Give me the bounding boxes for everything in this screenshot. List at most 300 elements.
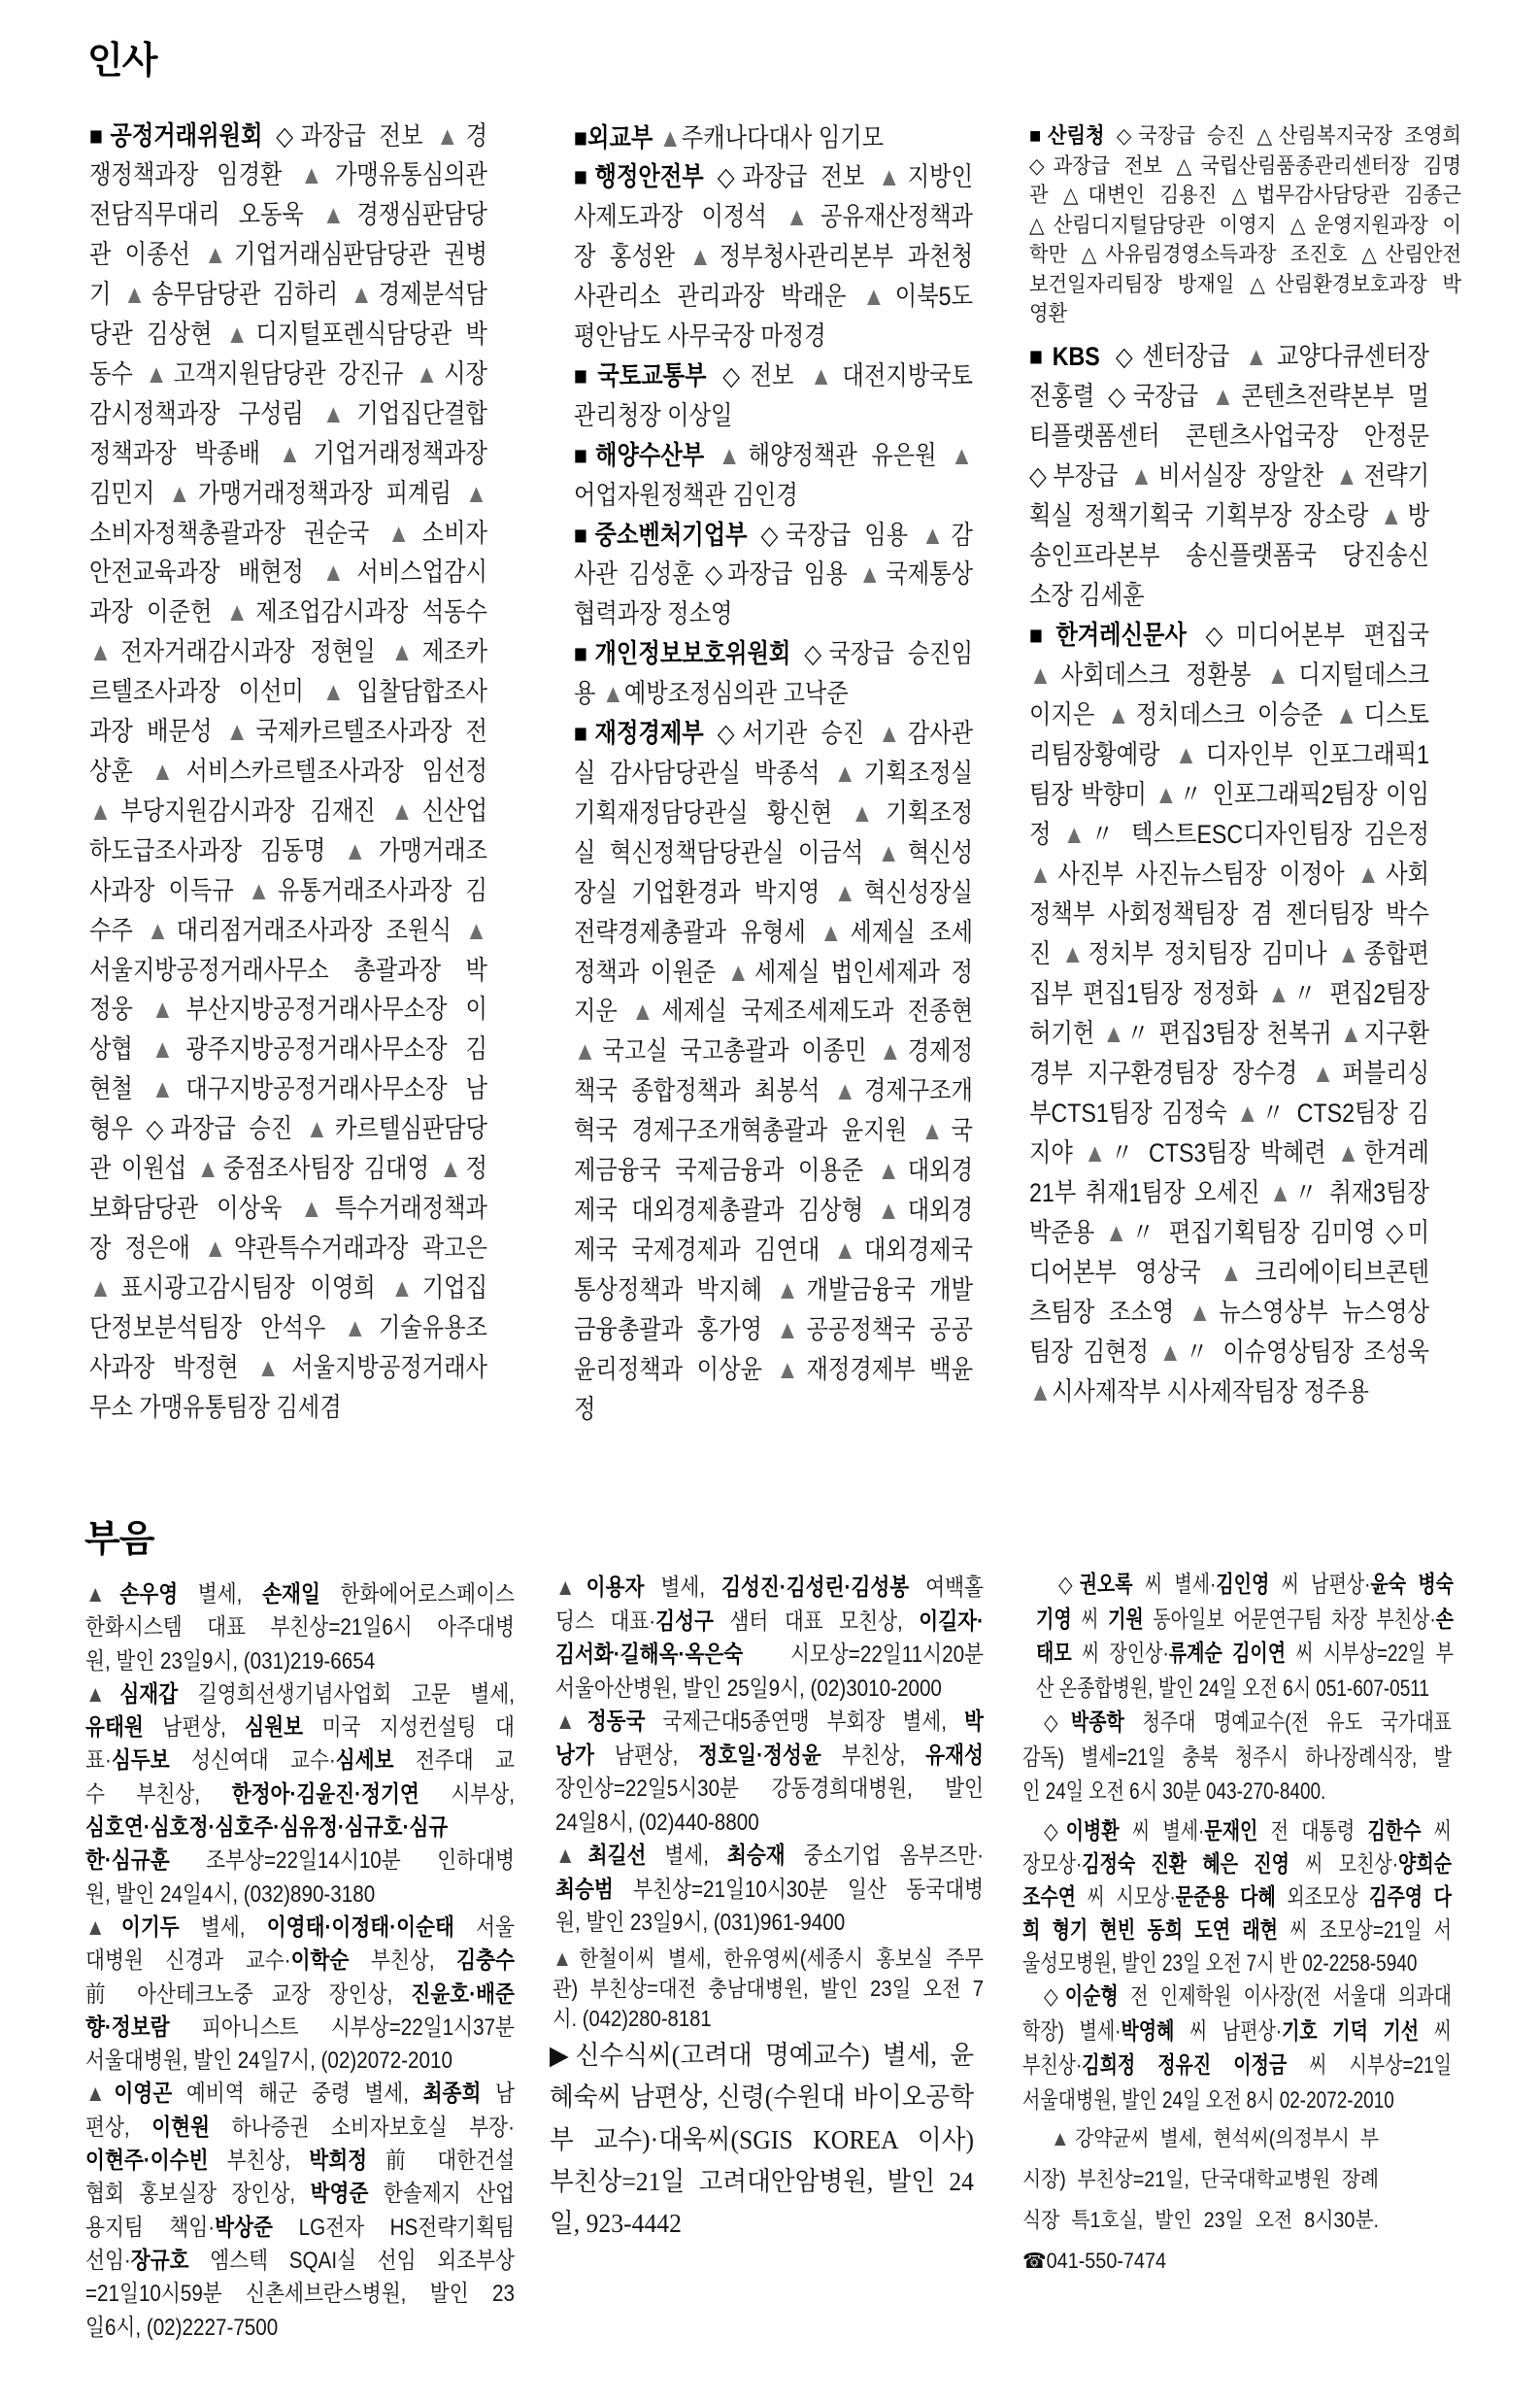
obituary-entry xyxy=(1036,1568,1454,1706)
body-text: 국제통상 xyxy=(886,559,974,590)
body-text: 디지털포렌식담당관 박 xyxy=(255,320,487,350)
text-line xyxy=(89,1269,487,1308)
body-text: 한겨레 xyxy=(1363,1137,1429,1168)
body-text: 츠팀장 조소영 xyxy=(1029,1297,1189,1327)
body-text: 공유재산정책과 xyxy=(820,202,973,232)
filled-triangle-bullet-icon: ▲ xyxy=(1380,500,1408,530)
body-text xyxy=(704,162,718,191)
text-line xyxy=(89,355,487,394)
body-text: 부CTS1팀장 김정숙 xyxy=(1029,1098,1237,1128)
body-text: 법무감사담당관 김종근 xyxy=(1256,183,1462,207)
filled-triangle-bullet-icon: ▲ xyxy=(552,1946,580,1971)
body-text: 산림안전 xyxy=(1385,242,1462,266)
body-text: 콘텐츠전략본부 멀 xyxy=(1241,381,1429,411)
body-text: 세제실 조세 xyxy=(850,917,974,947)
body-text: 수주 xyxy=(89,915,147,945)
body-text: 시장) 부친상=21일, 단국대학교병원 장례 xyxy=(1022,2167,1379,2191)
text-line xyxy=(85,1845,515,1878)
body-text: 한화시스템 대표 부친상=21일6시 아주대병 xyxy=(85,1614,515,1641)
body-text: 동수 xyxy=(89,358,146,389)
body-text: 형우 xyxy=(89,1114,147,1144)
filled-triangle-bullet-icon: ▲ xyxy=(833,1076,864,1106)
text-line xyxy=(574,197,973,237)
body-text: 표시광고감시팀장 이영희 xyxy=(120,1272,391,1303)
body-text: 정 xyxy=(1029,819,1063,849)
body-text: 국고실 국고총괄과 이종민 xyxy=(602,1036,880,1066)
text-line xyxy=(1029,576,1429,616)
body-text: 장인상=22일5시30분 강동경희대병원, 발인 xyxy=(555,1776,984,1802)
text-line xyxy=(89,1388,487,1428)
text-line xyxy=(89,117,487,156)
body-text: 보건일자리팀장 방재일 xyxy=(1029,271,1251,296)
body-text: 동아일보 어문연구팀 차장 부친상· xyxy=(1143,1606,1436,1633)
text-line xyxy=(1029,934,1429,974)
body-text: 부 교수)·대욱씨(SGIS KOREA 이사) xyxy=(550,2124,974,2154)
text-line xyxy=(1029,240,1461,270)
filled-triangle-bullet-icon: ▲ xyxy=(390,637,422,667)
body-text: 주캐나다대사 임기모 xyxy=(681,122,885,152)
body-text: 편상, xyxy=(85,2114,152,2141)
filled-triangle-bullet-icon: ▲ xyxy=(85,1680,120,1708)
text-line xyxy=(574,516,973,556)
text-line xyxy=(1022,1848,1452,1881)
body-text: 경 xyxy=(465,120,488,151)
body-text: 혜숙씨 남편상, 신령(수원대 바이오공학 xyxy=(550,2082,974,2113)
body-text: 씨 장인상· xyxy=(1071,1641,1169,1667)
name-text: 한겨레신문사 xyxy=(1055,620,1187,650)
body-text: 운영지원과장 이 xyxy=(1314,212,1462,237)
personnel-entry-privacy-commission xyxy=(574,634,973,714)
text-line xyxy=(89,1149,487,1189)
text-line xyxy=(85,2145,515,2178)
body-text: 소장 김세훈 xyxy=(1029,580,1145,610)
text-line xyxy=(85,2078,515,2111)
name-text: 박희정 xyxy=(309,2148,368,2175)
body-text: 지야 xyxy=(1029,1137,1085,1168)
body-text: 서울 xyxy=(453,1913,515,1941)
body-text: 박준용 xyxy=(1029,1217,1106,1247)
text-line xyxy=(89,871,487,911)
open-triangle-bullet-icon: △ xyxy=(1250,271,1276,296)
text-line xyxy=(85,2312,515,2345)
text-line xyxy=(1036,1568,1454,1603)
body-text: 서비스카르텔조사과장 임선정 xyxy=(185,757,487,786)
body-text: 현철 xyxy=(89,1074,151,1104)
body-text: 기업집단결합 xyxy=(356,398,487,428)
filled-triangle-bullet-icon: ▲ xyxy=(555,1709,587,1735)
filled-triangle-bullet-icon: ▲ xyxy=(416,358,445,389)
body-text: 성신여대 교수· xyxy=(169,1747,336,1775)
body-text: 정책과 이원준 xyxy=(574,957,727,987)
body-text: 가맹유통심의관 xyxy=(334,160,487,190)
text-line xyxy=(89,831,487,871)
filled-triangle-bullet-icon: ▲ xyxy=(1245,341,1277,371)
body-text: 관 이종선 xyxy=(89,240,205,270)
text-line xyxy=(85,1778,515,1811)
body-text: 진 xyxy=(1029,938,1062,968)
body-text: 팀장 김현정 xyxy=(1029,1337,1159,1367)
body-text: 뉴스영상부 뉴스영상 xyxy=(1219,1297,1429,1327)
body-text: 24일8시, (02)440-8800 xyxy=(555,1809,759,1836)
name-text: 김희정 정유진 이정금 xyxy=(1082,2052,1288,2079)
name-text: 이현원 xyxy=(151,2114,211,2141)
body-text: 정책부 사회정책팀장 겸 젠더팀장 박수 xyxy=(1029,898,1429,929)
body-text xyxy=(748,521,761,550)
obituary-entry xyxy=(85,1912,515,2078)
body-text: =21일10시59분 신촌세브란스병원, 발인 23 xyxy=(85,2281,515,2308)
filled-triangle-bullet-icon: ▲ xyxy=(225,717,256,747)
filled-triangle-bullet-icon: ▲ xyxy=(862,282,895,312)
filled-triangle-bullet-icon: ▲ xyxy=(877,1195,908,1225)
open-triangle-bullet-icon: △ xyxy=(1361,242,1386,266)
body-text: 하도급조사과장 김동명 xyxy=(89,835,345,865)
text-line xyxy=(1029,1014,1429,1054)
text-line xyxy=(89,315,487,355)
text-line xyxy=(1029,152,1461,182)
name-text: 이영태·이정태·이순태 xyxy=(266,1913,454,1941)
personnel-column-2 xyxy=(574,118,973,1430)
diamond-bullet-icon: ◇ xyxy=(1057,1572,1080,1598)
filled-triangle-bullet-icon: ▲ xyxy=(300,160,335,190)
text-line xyxy=(1029,270,1461,300)
body-text: 〃 인포그래픽2팀장 이임 xyxy=(1179,779,1429,809)
body-text: 정치부 정치팀장 김미나 xyxy=(1088,938,1338,968)
body-text: 씨 xyxy=(1421,1818,1452,1845)
name-text: 심재갑 xyxy=(119,1680,179,1708)
body-text: 혁신성 xyxy=(907,837,973,867)
text-line xyxy=(574,873,973,913)
filled-triangle-bullet-icon: ▲ xyxy=(465,478,488,508)
filled-triangle-bullet-icon: ▲ xyxy=(1311,1058,1343,1088)
body-text: 광주지방공정거래사무소장 김 xyxy=(185,1034,487,1065)
body-text: 무소 가맹유통팀장 김세겸 xyxy=(89,1392,342,1422)
body-text: 장모상· xyxy=(1022,1851,1083,1878)
name-text: 기영 xyxy=(1036,1606,1072,1633)
text-line xyxy=(89,195,487,235)
body-text: 서울대병원, 발인 24일 오전 8시 02-2072-2010 xyxy=(1022,2086,1394,2114)
name-text: 김인영 xyxy=(1216,1572,1270,1598)
personnel-column-1 xyxy=(89,117,487,1428)
body-text xyxy=(1100,342,1116,371)
body-text: 딩스 대표· xyxy=(555,1608,656,1635)
body-text: 〃 CTS2팀장 김 xyxy=(1261,1098,1429,1128)
text-line xyxy=(574,356,973,396)
text-line xyxy=(574,1111,973,1151)
filled-triangle-bullet-icon: ▲ xyxy=(851,797,887,828)
text-line xyxy=(574,1151,973,1191)
name-text: 최종희 xyxy=(422,2081,482,2108)
text-line xyxy=(1029,616,1429,656)
filled-triangle-bullet-icon: ▲ xyxy=(1029,660,1061,690)
text-line xyxy=(555,1874,984,1908)
body-text: 시. (042)280-8181 xyxy=(552,2006,712,2031)
filled-triangle-bullet-icon: ▲ xyxy=(1236,1098,1262,1128)
name-text: 이현주·이수빈 xyxy=(85,2148,209,2175)
name-text: 문재인 xyxy=(1204,1818,1258,1845)
filled-triangle-bullet-icon: ▲ xyxy=(151,1074,186,1104)
filled-triangle-bullet-icon: ▲ xyxy=(1050,2126,1076,2150)
text-line xyxy=(89,514,487,554)
text-line xyxy=(574,1390,973,1430)
body-text: 울성모병원, 발인 23일 오전 7시 반 02-2258-5940 xyxy=(1022,1950,1418,1977)
body-text: 재정경제부 백윤 xyxy=(806,1354,973,1384)
filled-triangle-bullet-icon: ▲ xyxy=(1130,460,1159,491)
body-text: 서울지방공정거래사무소 총괄과장 박 xyxy=(89,955,487,985)
body-text: 부산지방공정거래사무소장 이 xyxy=(185,995,487,1025)
text-line xyxy=(85,1645,515,1678)
body-text: 소비자정책총괄과장 권순국 xyxy=(89,518,388,548)
filled-triangle-bullet-icon: ▲ xyxy=(879,1036,908,1066)
body-text: 일6시, (02)2227-7500 xyxy=(85,2314,279,2341)
filled-triangle-bullet-icon: ▲ xyxy=(89,795,121,826)
filled-triangle-bullet-icon: ▲ xyxy=(1105,1217,1132,1247)
body-text: 피아니스트 시부상=22일1시37분 xyxy=(169,2014,515,2041)
body-text: 경부 지구환경팀장 장수경 xyxy=(1029,1058,1312,1088)
body-text: 남편상, xyxy=(143,1714,246,1742)
body-text: 과장 배문성 xyxy=(89,717,226,747)
phone-icon: ☎ xyxy=(1022,2249,1047,2273)
text-line xyxy=(1022,1741,1452,1776)
body-text: 실 혁신정책담당관실 이금석 xyxy=(574,837,878,867)
name-text: 이순형 xyxy=(1064,1983,1119,2010)
text-line xyxy=(555,1639,984,1673)
text-line xyxy=(1029,457,1429,496)
body-text: 서울지방공정거래사 xyxy=(291,1352,487,1382)
diamond-bullet-icon: ◇ xyxy=(1043,1983,1065,2010)
text-line xyxy=(85,1711,515,1744)
text-line xyxy=(555,1740,984,1774)
body-text: 씨 시부상=22일 부 xyxy=(1286,1641,1454,1667)
body-text: 부당지원감시과장 김재진 xyxy=(120,795,391,826)
body-text: 제금융국 국제금융과 이용준 xyxy=(574,1156,878,1186)
body-text xyxy=(1187,621,1206,650)
body-text: 산림환경보호과장 박 xyxy=(1275,271,1461,296)
body-text: 정 xyxy=(574,1394,596,1424)
text-line xyxy=(89,792,487,831)
body-text xyxy=(704,719,718,748)
body-text: 경제분석담 xyxy=(378,280,487,310)
body-text: 사진부 사진뉴스팀장 이정아 xyxy=(1057,859,1357,889)
text-line xyxy=(574,1071,973,1111)
body-text: 장 정은애 xyxy=(89,1233,205,1263)
diamond-bullet-icon: ◇ xyxy=(804,639,829,669)
text-line xyxy=(85,1945,515,1978)
text-line xyxy=(1022,2159,1379,2200)
name-text: 조수연 xyxy=(1022,1884,1076,1911)
name-text: 이영곤 xyxy=(114,2081,173,2108)
filled-triangle-bullet-icon: ▲ xyxy=(387,518,422,548)
filled-triangle-bullet-icon: ▲ xyxy=(1356,859,1387,889)
filled-triangle-bullet-icon: ▲ xyxy=(151,1034,186,1065)
name-text: 희 형기 현빈 동희 도연 래현 xyxy=(1022,1917,1279,1944)
filled-triangle-bullet-icon: ▲ xyxy=(204,1233,235,1263)
text-line xyxy=(555,1773,984,1807)
text-line xyxy=(550,2161,974,2203)
filled-triangle-bullet-icon: ▲ xyxy=(1029,1376,1052,1406)
body-text: 표· xyxy=(85,1747,112,1775)
filled-triangle-bullet-icon: ▲ xyxy=(1266,660,1299,690)
obituary-entry xyxy=(85,1678,515,1912)
body-text: 윤리정책과 이상윤 xyxy=(574,1354,777,1384)
text-line xyxy=(1029,1213,1429,1253)
body-text: 고객지원담당관 강진규 xyxy=(173,358,417,389)
body-text: 국장급 승진 xyxy=(1138,123,1257,148)
text-line xyxy=(550,2203,974,2245)
square-bullet-icon: ■ xyxy=(574,440,596,470)
filled-triangle-bullet-icon: ▲ xyxy=(85,1581,120,1608)
filled-triangle-bullet-icon: ▲ xyxy=(89,1272,121,1303)
name-text: 김성진·김성린·김성봉 xyxy=(721,1574,910,1601)
body-text: 국장급 승진임 xyxy=(828,639,973,669)
text-line xyxy=(552,1944,984,1974)
name-text: 김한수 xyxy=(1367,1818,1422,1845)
body-text: 제국 국제경제과 김연대 xyxy=(574,1235,834,1265)
body-text: 길영희선생기념사업회 고문 별세, xyxy=(178,1680,515,1708)
filled-triangle-bullet-icon: ▲ xyxy=(688,242,720,272)
filled-triangle-bullet-icon: ▲ xyxy=(718,440,749,470)
text-line xyxy=(89,592,487,632)
personnel-section-title: 인사 xyxy=(87,41,157,82)
filled-triangle-bullet-icon: ▲ xyxy=(1335,460,1364,491)
text-line xyxy=(89,553,487,592)
body-text: 산림디지털담당관 이영지 xyxy=(1053,212,1290,237)
filled-triangle-bullet-icon: ▲ xyxy=(574,1036,603,1066)
body-text: 〃 편집2팀장 xyxy=(1293,978,1429,1008)
text-line xyxy=(1029,855,1429,895)
square-bullet-icon: ■ xyxy=(574,360,598,390)
filled-triangle-bullet-icon: ▲ xyxy=(950,440,973,470)
filled-triangle-bullet-icon: ▲ xyxy=(204,240,235,270)
body-text: 전담직무대리 오동욱 xyxy=(89,200,322,230)
name-text: 개인정보보호위원회 xyxy=(594,639,791,669)
body-text: 기획조정실 xyxy=(863,759,973,788)
obituary-entry xyxy=(555,1572,984,1706)
body-text: 학장) 별세· xyxy=(1022,2017,1122,2045)
body-text: 국장급 임용 xyxy=(785,520,922,550)
personnel-entry-land-transport xyxy=(574,356,973,436)
body-text: 단정보분석팀장 안석우 xyxy=(89,1312,345,1342)
body-text: 부친상· xyxy=(1022,2052,1083,2079)
body-text: 前 대한건설 xyxy=(367,2148,515,2175)
text-line xyxy=(574,1231,973,1270)
body-text: 전주대 교 xyxy=(393,1747,515,1775)
body-text: 과장급 승진 xyxy=(170,1114,306,1144)
body-text: 경쟁심판담당 xyxy=(356,200,487,230)
filled-triangle-bullet-icon: ▲ xyxy=(390,1272,422,1303)
filled-triangle-bullet-icon: ▲ xyxy=(776,1314,807,1344)
body-text: 카르텔심판담당 xyxy=(334,1114,487,1144)
body-text xyxy=(262,121,276,151)
body-text: 사회데스크 정환봉 xyxy=(1060,660,1267,690)
filled-triangle-bullet-icon: ▲ xyxy=(921,1116,952,1146)
text-line xyxy=(1029,337,1429,377)
body-text: 기획조정 xyxy=(886,797,973,828)
obituaries-section-title: 부음 xyxy=(84,1519,154,1560)
name-text: 최승재 xyxy=(726,1843,786,1869)
text-line xyxy=(1029,299,1461,329)
body-text: 지구환 xyxy=(1363,1018,1429,1048)
diamond-bullet-icon: ◇ xyxy=(1043,1818,1066,1845)
name-text: 박영혜 xyxy=(1121,2017,1175,2045)
name-text: 박 xyxy=(964,1709,984,1735)
body-text: 기업거래심판담당관 권병 xyxy=(234,240,487,270)
personnel-entry-hankyoreh xyxy=(1029,616,1429,1412)
text-line xyxy=(89,1189,487,1229)
text-line xyxy=(1022,1914,1452,1947)
text-line xyxy=(574,1032,973,1071)
filled-triangle-bullet-icon: ▲ xyxy=(877,837,908,867)
text-line xyxy=(1029,1372,1429,1412)
name-text: 정호일·정성윤 xyxy=(698,1742,821,1769)
text-line xyxy=(1022,1947,1452,1980)
filled-triangle-bullet-icon: ▲ xyxy=(1269,1177,1295,1207)
filled-triangle-bullet-icon: ▲ xyxy=(1084,1137,1111,1168)
body-text: 21부 취재1팀장 오세진 xyxy=(1029,1177,1270,1207)
body-text: 송인프라본부 송신플랫폼국 당진송신 xyxy=(1029,540,1429,570)
filled-triangle-bullet-icon: ▲ xyxy=(256,1352,292,1382)
body-text: 원, 발인 24일4시, (032)890-3180 xyxy=(85,1880,376,1908)
body-text: 용 xyxy=(574,679,602,709)
text-line xyxy=(1036,1672,1454,1707)
body-text: 김민지 xyxy=(89,478,169,508)
filled-triangle-bullet-icon: ▲ xyxy=(85,1913,121,1941)
name-text: 윤숙 병숙 xyxy=(1370,1572,1454,1598)
text-line xyxy=(1022,1881,1452,1914)
body-text: 개발금융국 개발 xyxy=(806,1274,973,1304)
filled-triangle-bullet-icon: ▲ xyxy=(1212,381,1242,411)
body-text: 중소기업 옴부즈만· xyxy=(785,1843,984,1869)
text-line xyxy=(89,632,487,672)
filled-triangle-bullet-icon: ▲ xyxy=(726,957,754,987)
text-line xyxy=(574,1350,973,1390)
filled-triangle-bullet-icon: ▲ xyxy=(279,438,314,468)
name-text: 심세보 xyxy=(335,1747,394,1775)
text-line xyxy=(574,157,973,197)
name-text: 심두보 xyxy=(111,1747,170,1775)
body-text: 前 아산테크노중 교장 장인상, xyxy=(85,1980,412,2008)
text-line xyxy=(574,317,973,356)
name-text: 심원보 xyxy=(245,1714,304,1742)
body-text: 르텔조사과장 이선미 xyxy=(89,677,322,707)
filled-triangle-bullet-icon: ▲ xyxy=(658,122,682,152)
body-text: 씨 시부상=21일 xyxy=(1287,2052,1452,2079)
personnel-entry-fair-trade-commission xyxy=(89,117,487,1428)
name-text: 심호연·심호정·심호주·심유정·심규호·심규 xyxy=(85,1814,449,1842)
obituary-entry xyxy=(1022,2118,1379,2282)
text-line xyxy=(89,1229,487,1269)
text-line xyxy=(85,1578,515,1611)
filled-triangle-bullet-icon: ▲ xyxy=(776,1354,807,1384)
text-line xyxy=(1029,895,1429,934)
text-line xyxy=(1029,121,1461,152)
body-text: 유통거래조사과장 김 xyxy=(277,875,487,905)
text-line xyxy=(574,1310,973,1350)
diamond-bullet-icon: ◇ xyxy=(1115,341,1143,371)
name-text: 최승범 xyxy=(555,1876,614,1903)
body-text: 정책과장 박종배 xyxy=(89,438,280,468)
text-line xyxy=(85,2278,515,2311)
text-line xyxy=(89,1348,487,1388)
body-text: 대외경 xyxy=(907,1156,973,1186)
body-text: 세제실 법인세제과 정 xyxy=(753,957,973,987)
body-text: 시장 xyxy=(444,358,487,389)
body-text: 과장급 전보 xyxy=(1053,152,1177,178)
body-text: 과장 이준헌 xyxy=(89,597,226,627)
text-line xyxy=(89,275,487,315)
body-text: 혁신성장실 xyxy=(863,877,973,907)
text-line xyxy=(555,1840,984,1874)
filled-triangle-bullet-icon: ▲ xyxy=(601,679,624,709)
